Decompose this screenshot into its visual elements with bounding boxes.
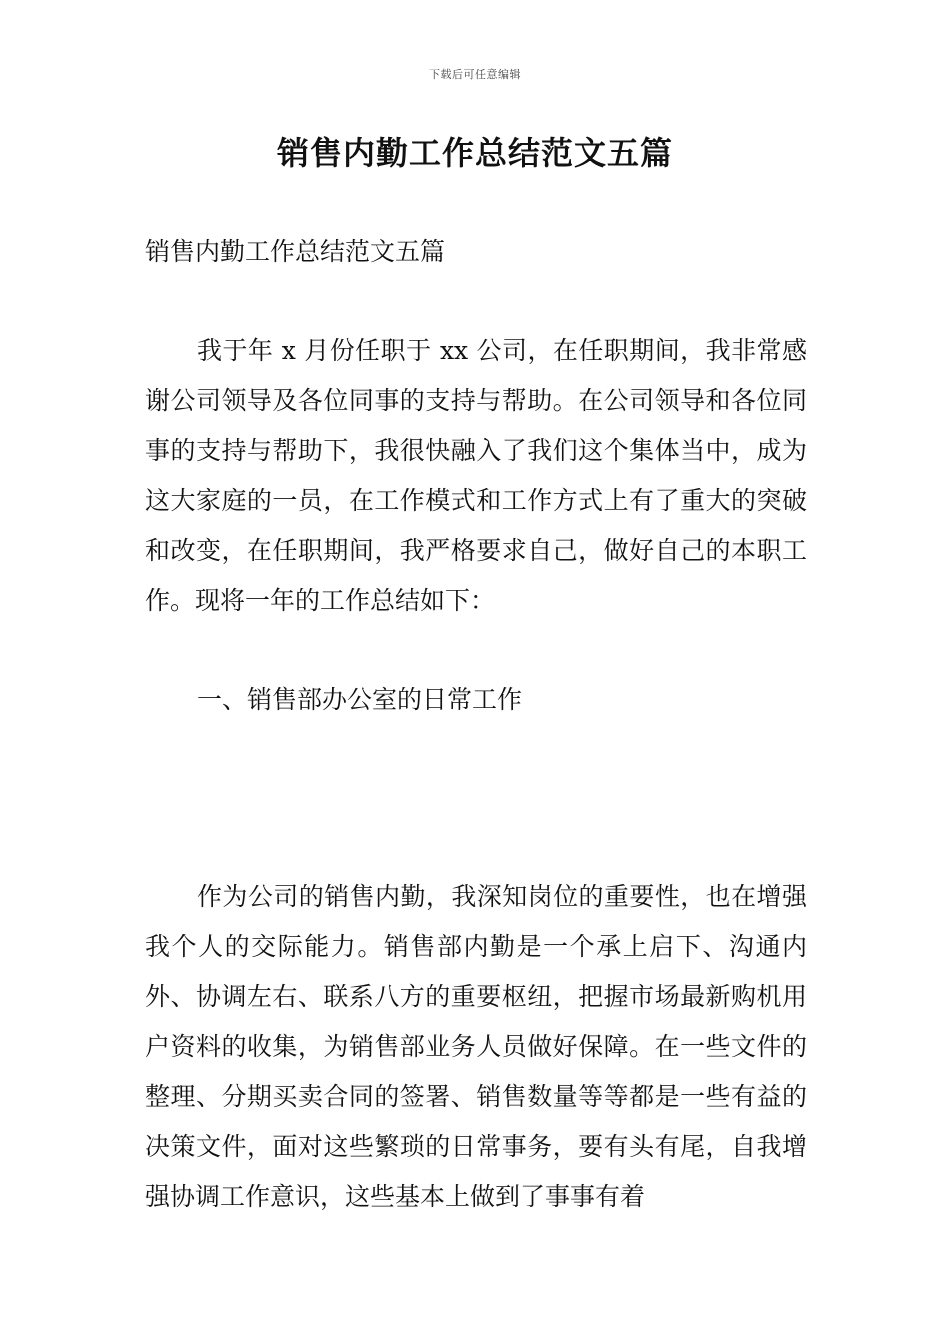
section-heading: 一、销售部办公室的日常工作 — [197, 685, 523, 714]
document-subtitle: 销售内勤工作总结范文五篇 — [145, 237, 446, 266]
paragraph-intro: 我于年 x 月份任职于 xx 公司，在任职期间，我非常感谢公司领导及各位同事的支持与帮助。在公司领导和各位同事的支持与帮助下，我很快融入了我们这个集体当中，成为这大家庭的一员，在工作模式和工作方式上有了重大的突破和改变，在任职期间，我严格要求自己，做好自己的本职工作。现将一年的工作总结如下： — [145, 336, 807, 615]
document-title: 销售内勤工作总结范文五篇 — [276, 134, 673, 172]
header-note: 下载后可任意编辑 — [429, 68, 521, 81]
paragraph-body: 作为公司的销售内勤，我深知岗位的重要性，也在增强我个人的交际能力。销售部内勤是一个承上启下、沟通内外、协调左右、联系八方的重要枢纽，把握市场最新购机用户资料的收集，为销售部业务人员做好保障。在一些文件的整理、分期买卖合同的签署、销售数量等等都是一些有益的决策文件，面对这些繁琐的日常事务，要有头有尾，自我增强协调工作意识，这些基本上做到了事事有着 — [145, 882, 807, 1211]
